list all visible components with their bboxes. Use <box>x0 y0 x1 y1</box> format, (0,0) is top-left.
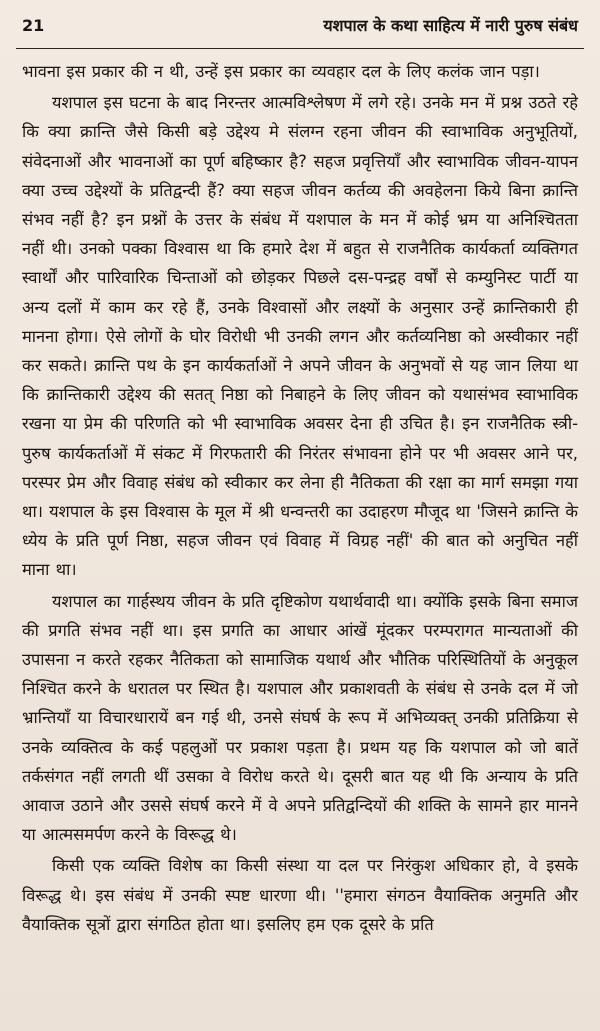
paragraph: भावना इस प्रकार की न थी, उन्हें इस प्रकार का व्यवहार दल के लिए कलंक जान पड़ा। <box>22 62 540 81</box>
paragraph: किसी एक व्यक्ति विशेष का किसी संस्था या दल पर निरंकुश अधिकार हो, वे इसके विरूद्ध थे। इस संबंध में उनकी स्पष्ट धारणा थी। ''हमारा संगठन वैयाक्तिक अनुमति और वैयाक्तिक सूत्रों द्वारा संगठित होता था। इसलिए हम एक दूसरे के प्रति <box>22 856 578 934</box>
page-number: 21 <box>22 16 45 35</box>
body-text <box>22 57 578 939</box>
page-header <box>16 14 584 49</box>
paragraph: यशपाल इस घटना के बाद निरन्तर आत्मविश्लेषण में लगे रहे। उनके मन में प्रश्न उठते रहे कि क्या क्रान्ति जैसे किसी बड़े उद्देश्य मे संलग्न रहना जीवन की स्वाभाविक अनुभूतियों, संवेदनाओं और भावनाओं का पूर्ण बहिष्कार है? सहज प्रवृत्तियाँ और स्वाभाविक जीवन-यापन क्या उच्च उद्देश्यों के प्रतिद्वन्दी हैं? क्या सहज जीवन कर्तव्य की अवहेलना किये बिना क्रान्ति संभव नहीं है? इन प्रश्नों के उत्तर के संबंध में यशपाल के मन में कोई भ्रम या अनिश्चितता नहीं थी। उनको पक्का विश्वास था कि हमारे देश में बहुत से राजनैतिक कार्यकर्ता व्यक्तिगत स्वार्थों और पारिवारिक चिन्ताओं को छोड़कर पिछले दस-पन्द्रह वर्षों से कम्युनिस्ट पार्टी या अन्य दलों में काम कर रहे हैं, उनके विश्वासों और लक्ष्यों के अनुसार उन्हें क्रान्तिकारी ही मानना होगा। ऐसे लोगों के घोर विरोधी भी उनकी लगन और कर्तव्यनिष्ठा को अस्वीकार नहीं कर सकते। क्रान्ति पथ के इन कार्यकर्ताओं ने अपने जीवन के अनुभवों से यह जान लिया था कि क्रान्तिकारी उद्देश्य की सतत् निष्ठा को निबाहने के लिए जीवन को यथासंभव स्वाभाविक रखना या प्रेम की परिणति को भी स्वाभाविक अवसर देना ही उचित है। इन राजनैतिक स्त्री-पुरुष कार्यकर्ताओं में संकट में गिरफतारी की निरंतर संभावना होने पर भी अवसर आने पर, परस्पर प्रेम और विवाह संबंध को स्वीकार कर लेना ही नैतिकता की रक्षा का मार्ग समझा गया था। यशपाल के इस विश्वास के मूल में श्री धन्वन्तरी का उदाहरण मौजूद था 'जिसने क्रान्ति के ध्येय के प्रति पूर्ण निष्ठा, सहज जीवन एवं विवाह में विग्रह नहीं' की बात को अनुचित नहीं माना था। <box>22 93 578 580</box>
running-title: यशपाल के कथा साहित्य में नारी पुरुष संबंध <box>323 16 578 35</box>
paragraph: यशपाल का गार्हस्थय जीवन के प्रति दृष्टिकोण यथार्थवादी था। क्योंकि इसके बिना समाज की प्रगति संभव नहीं था। इस प्रगति का आधार आंखें मूंदकर परम्परागत मान्यताओं की उपासना न करते रहकर नैतिकता को सामाजिक यथार्थ और भौतिक परिस्थितियों के अनुकूल निश्चित करने के धरातल पर स्थित है। यशपाल और प्रकाशवती के संबंध से उनके दल में जो भ्रान्तियाँ या विचारधारायें बन गई थी, उनसे संघर्ष के रूप में अभिव्यक्त् उनकी प्रतिक्रिया से उनके व्यक्तित्व के कई पहलुओं पर प्रकाश पड़ता है। प्रथम यह कि यशपाल को जो बातें तर्कसंगत नहीं लगती थीं उसका वे विरोध करते थे। दूसरी बात यह थी कि अन्याय के प्रति आवाज उठाने और उससे संघर्ष करने में वे अपने प्रतिद्वन्दियों की शक्ति के सामने हार मानने या आत्मसमर्पण करने के विरूद्ध थे। <box>22 591 578 845</box>
